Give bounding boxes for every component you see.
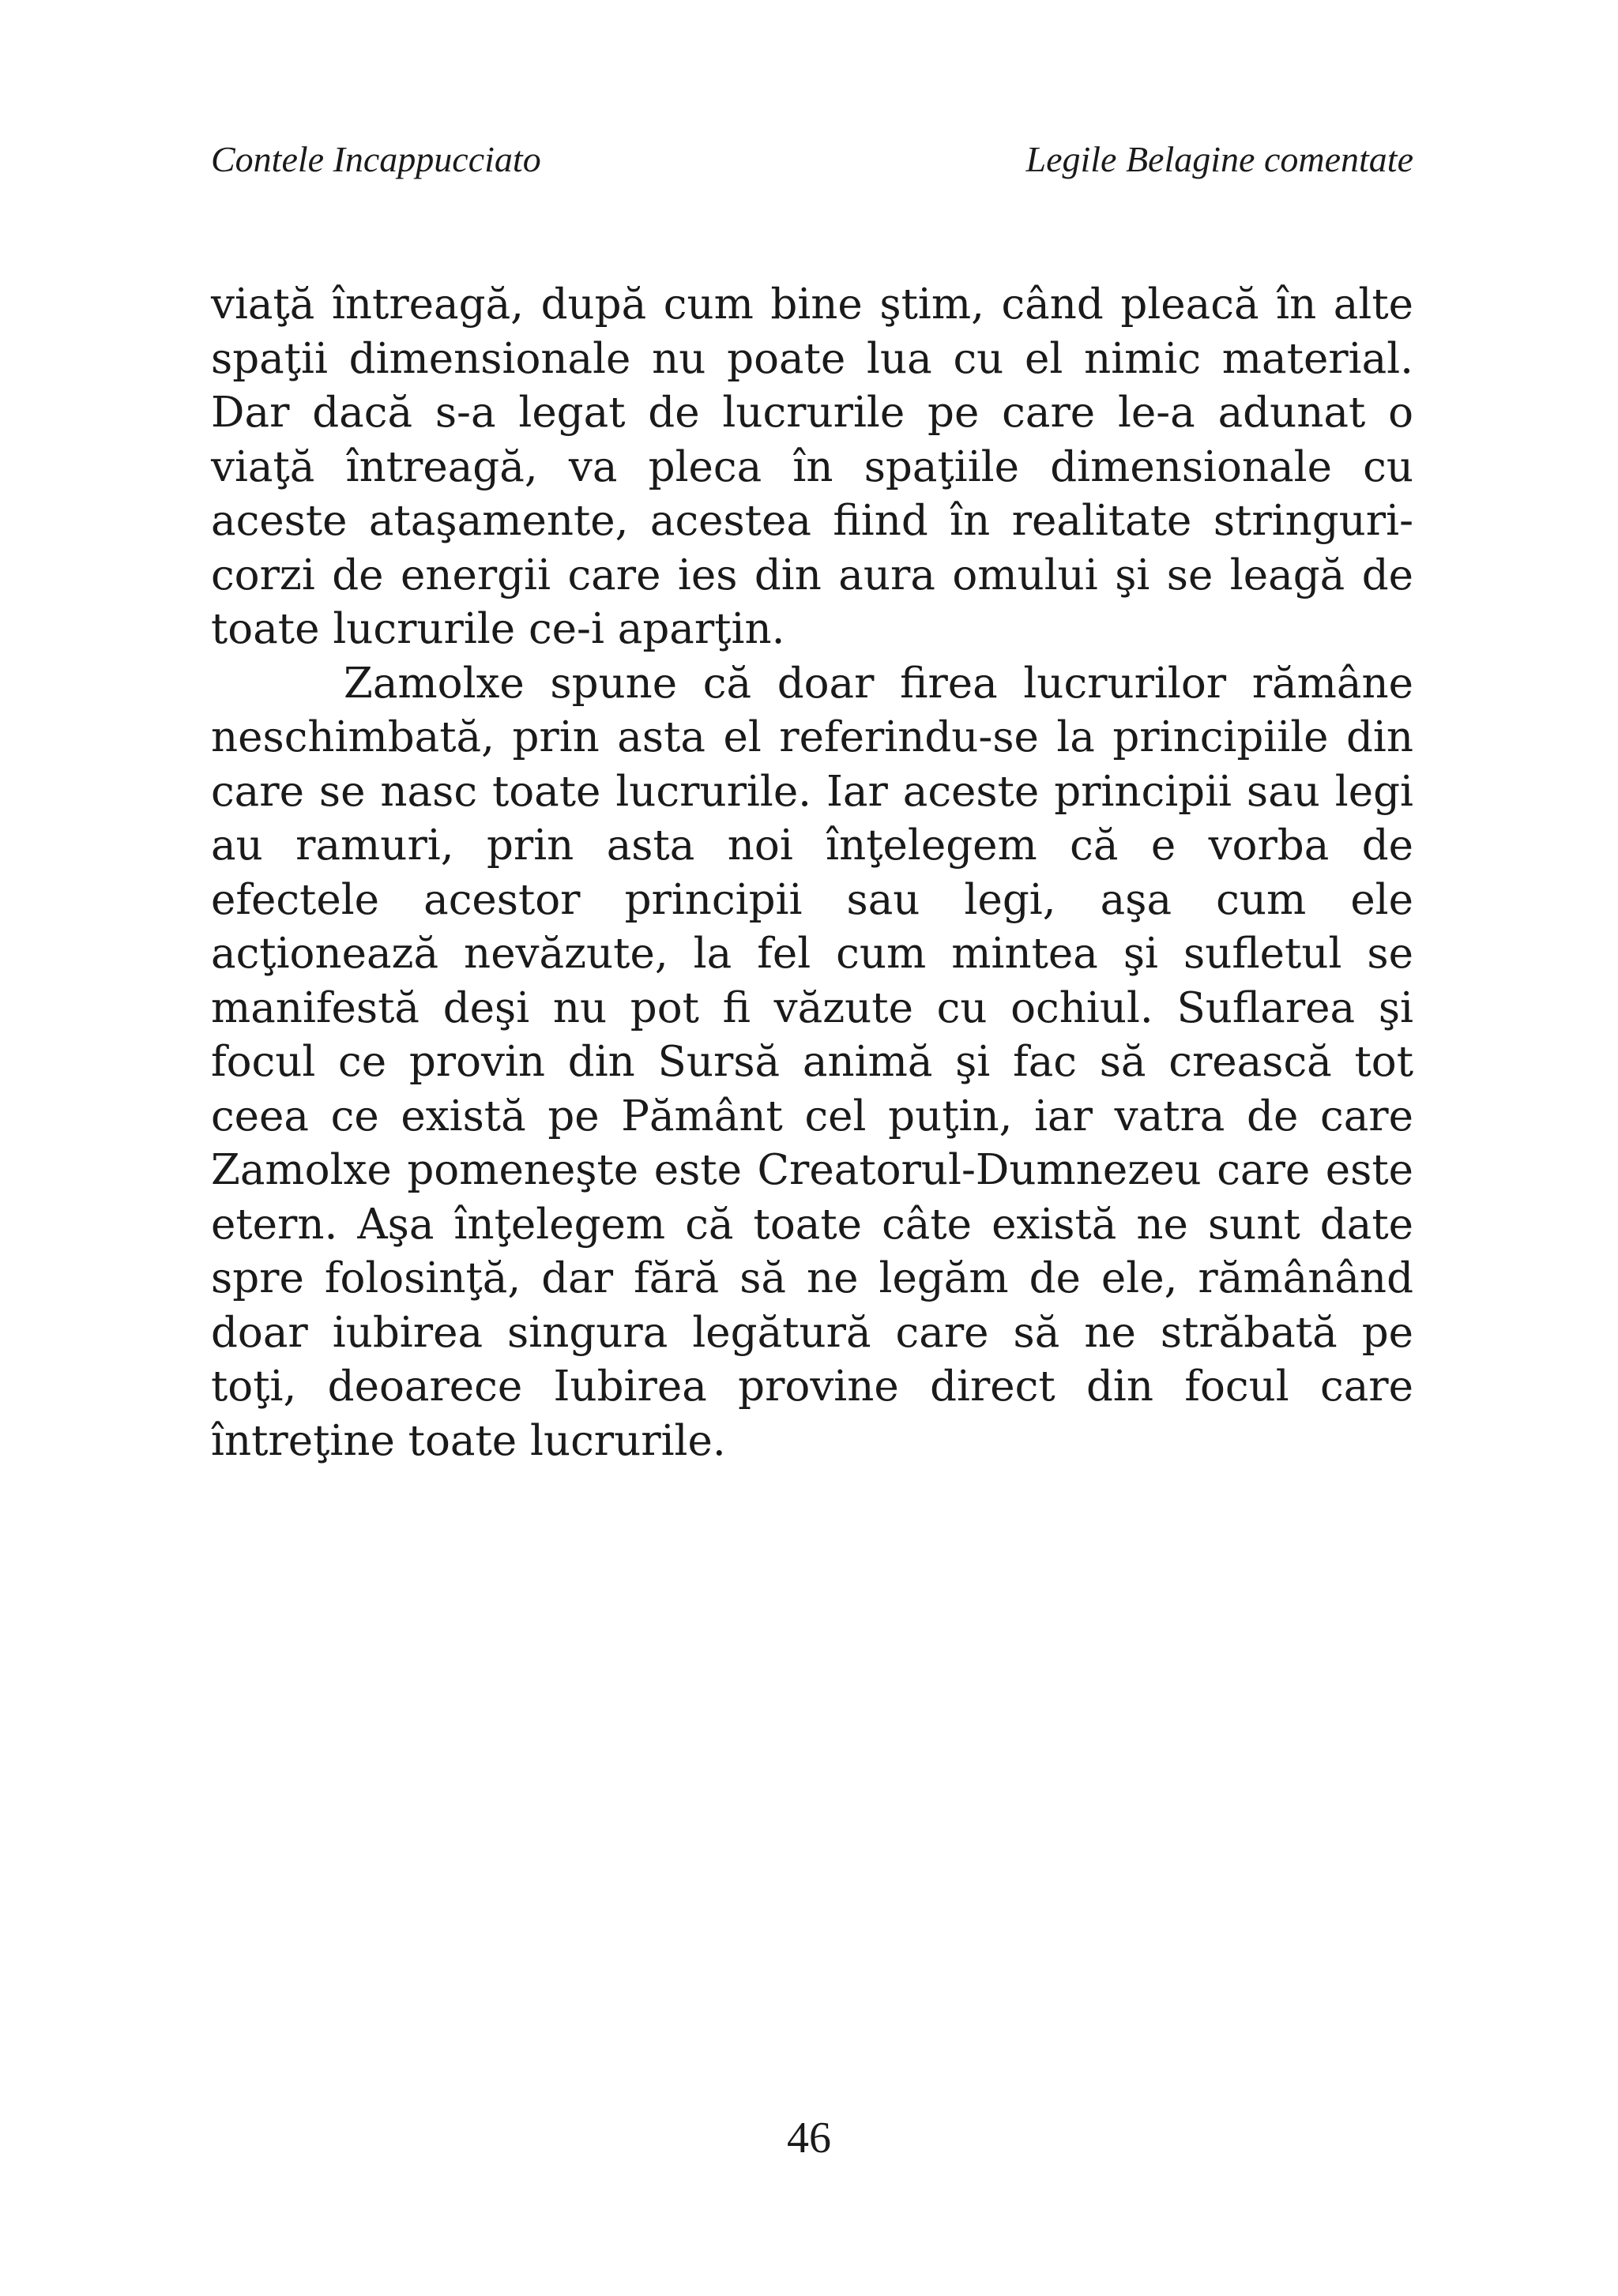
body-text: [211, 278, 1413, 1468]
paragraph-continued: viaţă întreagă, după cum bine ştim, când pleacă în alte spaţii dimensionale nu poate lua cu el nimic material. Dar dacă s-a legat de lucrurile pe care le-a adunat o viaţă întreagă, va pleca în spaţiile dimensionale cu aceste ataşamente, acestea fiind în realitate stringuri-corzi de energii care ies din aura omului şi se leagă de toate lucrurile ce-i aparţin.: [211, 280, 1413, 653]
paragraph: Zamolxe spune că doar firea lucrurilor rămâne neschimbată, prin asta el referindu-se la principiile din care se nasc toate lucrurile. Iar aceste principii sau legi au ramuri, prin asta noi înţelegem că e vorba de efectele acestor principii sau legi, aşa cum ele acţionează nevăzute, la fel cum mintea şi sufletul se manifestă deşi nu pot fi văzute cu ochiul. Suflarea şi focul ce provin din Sursă animă şi fac să crească tot ceea ce există pe Pământ cel puţin, iar vatra de care Zamolxe pomeneşte este Creatorul-Dumnezeu care este etern. Aşa înţelegem că toate câte există ne sunt date spre folosinţă, dar fără să ne legăm de ele, rămânând doar iubirea singura legătură care să ne străbată pe toţi, deoarece Iubirea provine direct din focul care întreţine toate lucrurile.: [211, 659, 1413, 1465]
header-book-title: Legile Belagine comentate: [1025, 139, 1413, 179]
header-author: Contele Incappucciato: [211, 139, 541, 179]
page-number: 46: [787, 2114, 831, 2163]
running-header: [211, 136, 1413, 183]
